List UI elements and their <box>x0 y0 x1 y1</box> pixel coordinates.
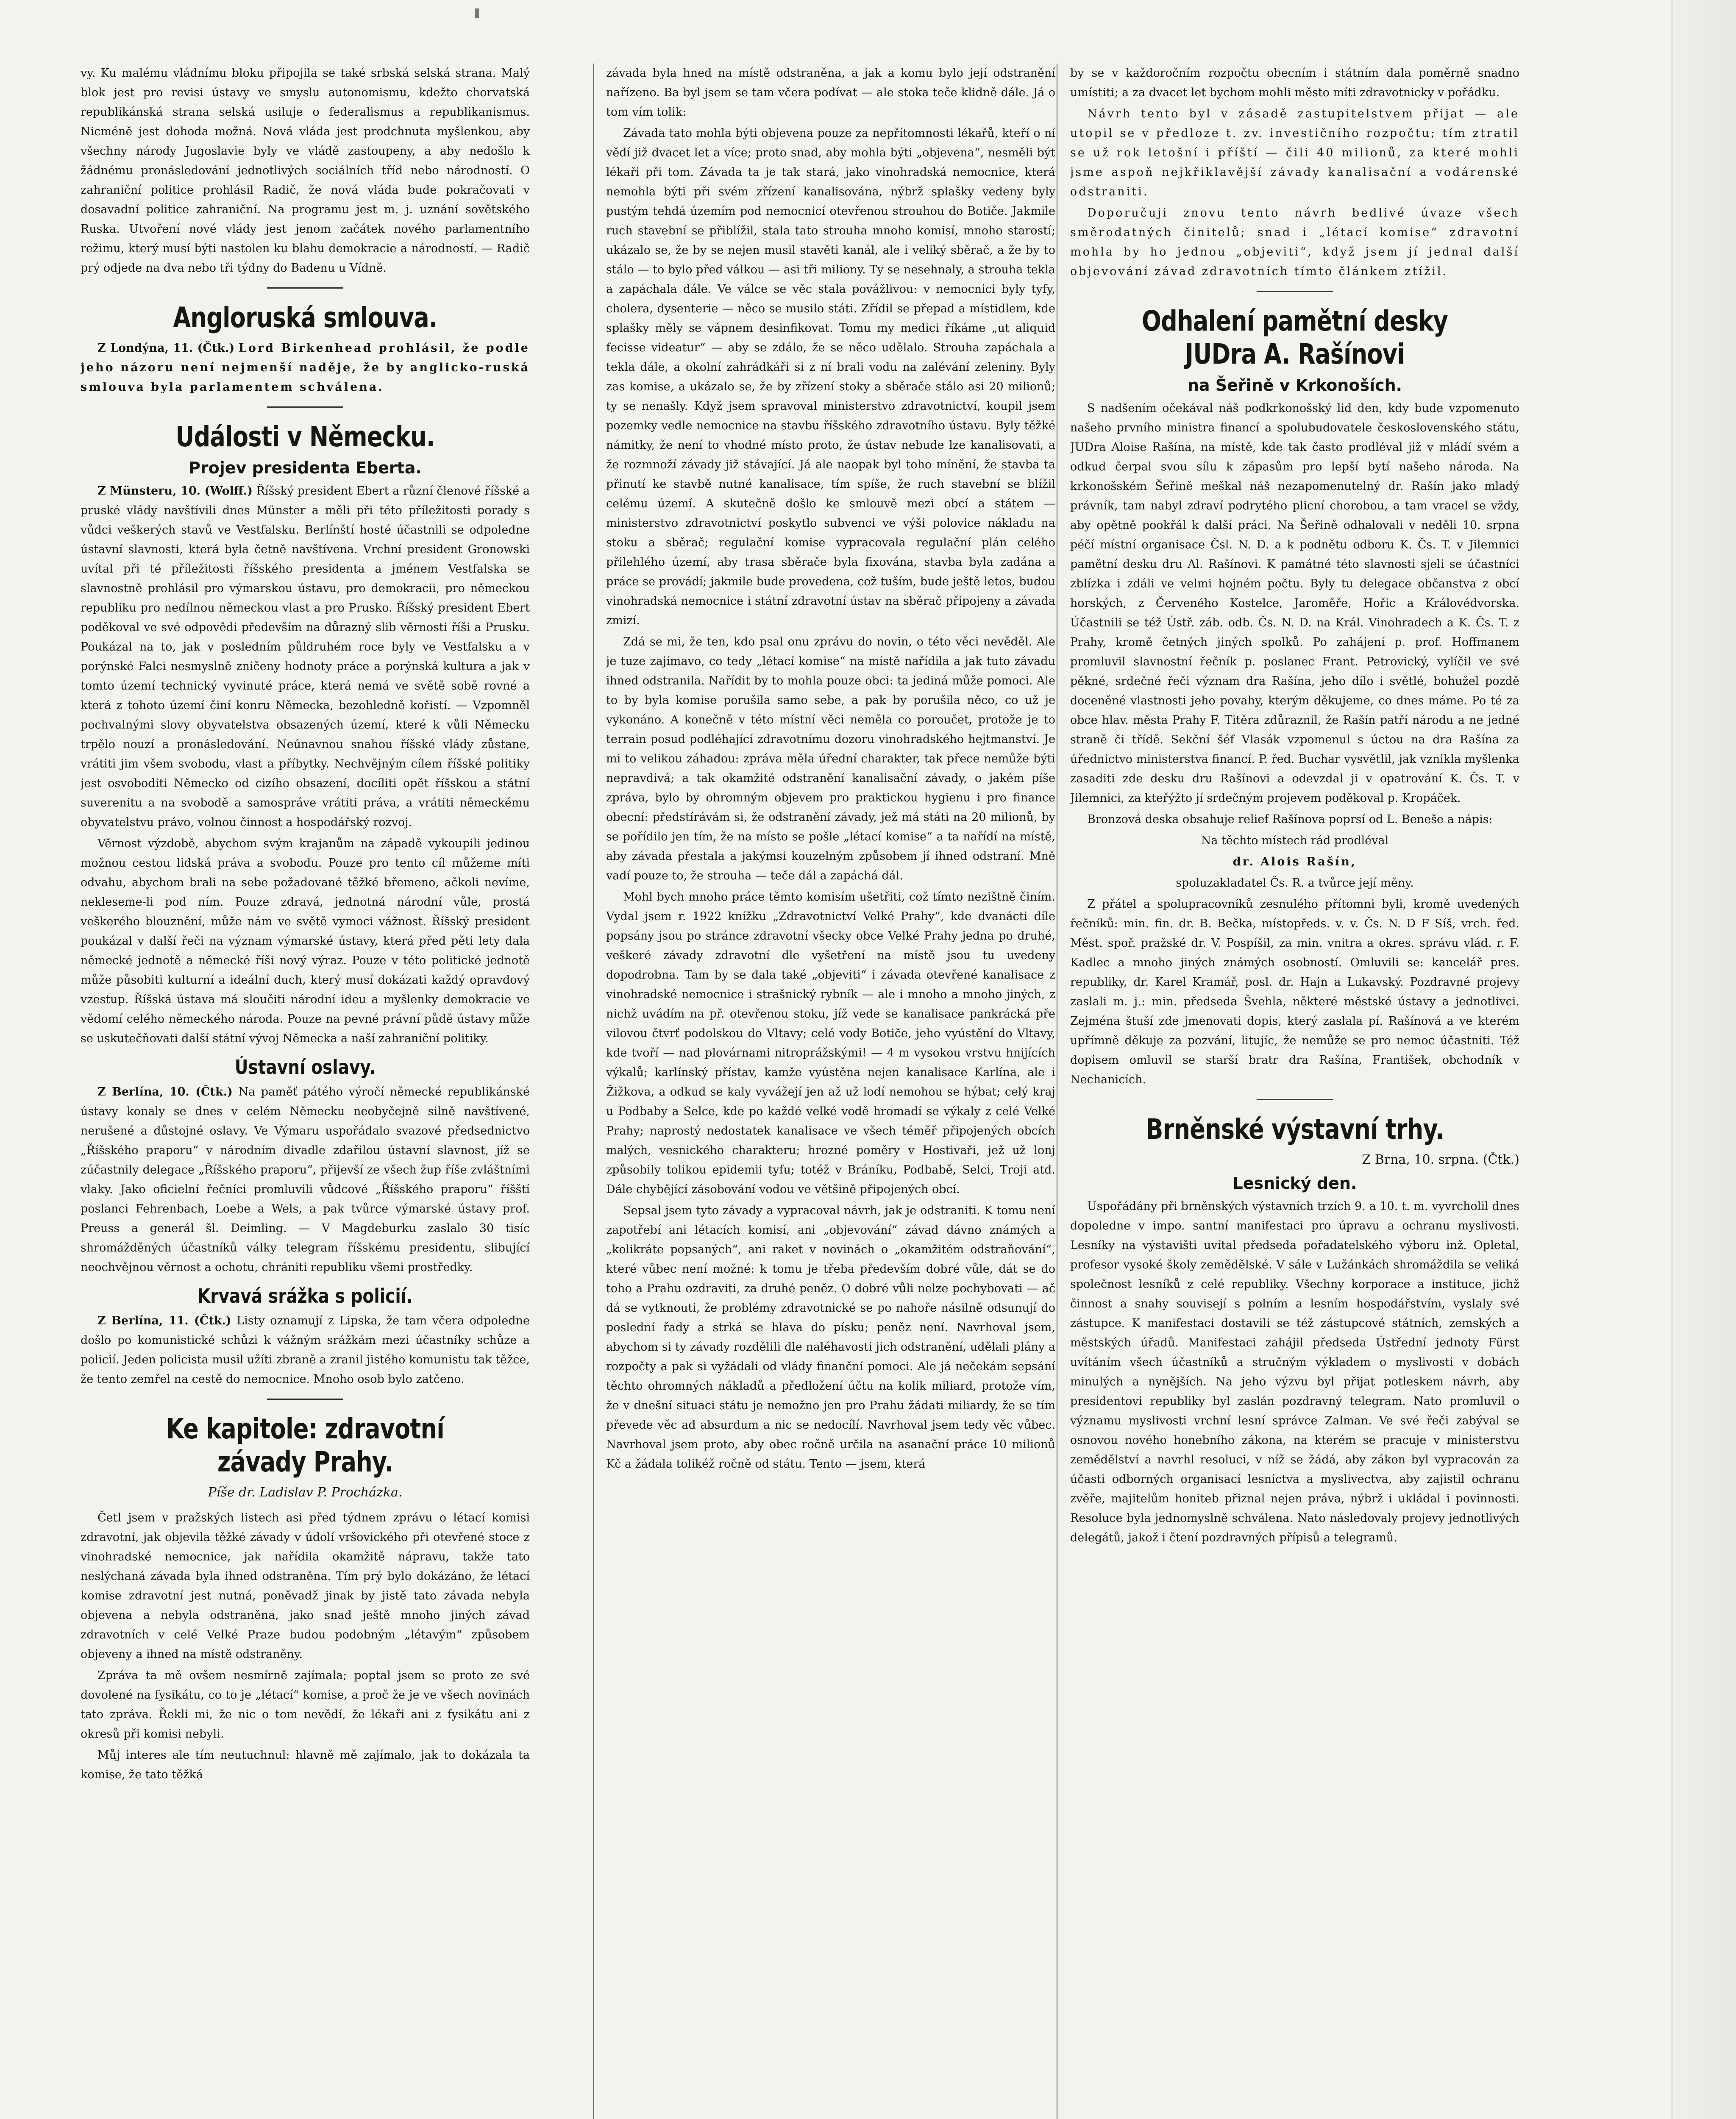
page-edge <box>1672 0 1736 2119</box>
headline-zdravotni-zavady: Ke kapitole: zdravotní závady Prahy. <box>166 1413 444 1478</box>
headline-brnenske-trhy: Brněnské výstavní trhy. <box>1146 1113 1444 1146</box>
separator <box>267 1399 343 1400</box>
article-paragraph: by se v každoročním rozpočtu obecním i státním dala poměrně snadno umístiti; a za dvacet let bychom mohli město míti zdravotnicky v pořádku. <box>1070 67 1519 99</box>
article-paragraph: Zpráva ta mě ovšem nesmírně zajímala; poptal jsem se proto ze své dovolené na fysikátu, co to je „létací“ komise, a proč že je ve všech novinách tato zpráva. Řekli mi, že nic o tom nevědí, že lékaři ani z fysikátu ani z okresů při komisi nebyli. <box>81 1669 530 1741</box>
byline: Píše dr. Ladislav P. Procházka. <box>208 1485 403 1500</box>
inscription-line: Na těchto místech rád prodléval <box>1201 834 1389 847</box>
dateline: Z Berlína, 10. (Čtk.) <box>97 1085 233 1098</box>
article-paragraph: Bronzová deska obsahuje relief Rašínova poprsí od L. Beneše a nápis: <box>1087 813 1493 826</box>
column-rule-1 <box>593 64 594 2119</box>
headline-udalosti-v-nemecku: Události v Německu. <box>175 420 435 453</box>
article-paragraph: Můj interes ale tím neutuchnul: hlavně mě zajímalo, jak to dokázala ta komise, že tato těžká <box>81 1749 530 1781</box>
column-2 <box>606 64 1055 2119</box>
headline-angloruska-smlouva: Angloruská smlouva. <box>173 301 437 334</box>
dateline: Z Brna, 10. srpna. (Čtk.) <box>1362 1152 1519 1167</box>
intro-paragraph: vy. Ku malému vládnímu bloku připojila se také srbská selská strana. Malý blok jest pro revisi ústavy ve smyslu autonomismu, kdežto chorvatská republikánská strana selská usiluje o federalismus a republikanismus. Nicméně jest dohoda možná. Nová vláda jest prodchnuta myšlenkou, aby všechny národy Jugoslavie byly ve vládě zastoupeny, a aby nedošlo k žádnému pronásledování jednotlivých sociálních tříd nebo národností. O zahraniční politice prohlásil Radič, že nová vláda bude pokračovati v dosavadní politice zahraniční. Na programu jest m. j. uznání sovětského Ruska. Utvoření nové vlády jest jenom začátek nového parlamentního režimu, který musí býti nastolen ku blahu demokracie a národností. — Radič prý odjede na dva nebo tři týdny do Badenu u Vídně. <box>81 67 530 275</box>
inscription-line: dr. Alois Rašín, <box>1232 855 1357 868</box>
column-1 <box>81 64 530 2119</box>
inscription-line: spoluzakladatel Čs. R. a tvůrce její měny. <box>1176 876 1414 890</box>
headline-odhaleni-pametni-desky: Odhalení pamětní desky JUDra A. Rašínovi <box>1141 305 1448 370</box>
headline-ustavni-oslavy: Ústavní oslavy. <box>234 1056 376 1079</box>
separator <box>1257 291 1333 292</box>
dateline: Z Münsteru, 10. (Wolff.) <box>97 484 253 498</box>
column-3 <box>1070 64 1519 2119</box>
article-paragraph: Četl jsem v pražských listech asi před týdnem zprávu o létací komisi zdravotní, jak objevila těžké závady v údolí vršovického při otevřené stoce z vinohradské nemocnice, jak nařídila okamžitě nápravu, takže tato neslýchaná závada byla ihned odstraněna. Tím prý bylo dokázáno, že létací komise zdravotní jest nutná, poněvadž jinak by jistě tato závada nebyla objevena a nebyla odstraněna, jako snad ještě mnoho jiných závad zdravotních v celé Velké Praze budou podobným „létavým“ způsobem objeveny a ihned na místě odstraněny. <box>81 1511 530 1661</box>
article-paragraph: Doporučuji znovu tento návrh bedlivé úvaze všech směrodatných činitelů; snad i „létací komise“ zdravotní mohla by ho jednou „objeviti“, když jsem jí jednal další objevování závad zdravotních tímto článkem ztížil. <box>1070 206 1519 278</box>
dateline: Z Londýna, 11. (Čtk.) <box>97 342 235 355</box>
article-body: Lord Birkenhead prohlásil, že podle jeho názoru není nejmenší naděje, že by anglicko-ruská smlouva byla parlamentem schválena. <box>81 342 530 394</box>
article-paragraph: Návrh tento byl v zásadě zastupitelstvem přijat — ale utopil se v předloze t. zv. investičního rozpočtu; tím ztratil se už rok letošní i příští — čili 40 milionů, za které mohli jsme aspoň nejkřiklavější závady kanalisační a vodárenské odstraniti. <box>1070 107 1519 198</box>
article-paragraph: Mohl bych mnoho práce těmto komisím ušetřiti, což tímto nezištně činím. Vydal jsem r. 1922 knížku „Zdravotnictví Velké Prahy“, kde dvanácti díle popsány jsou po stránce zdravotní všecky obce Velké Prahy jedna po druhé, veškeré závady zdravotní dle vyšetření na místě jsou tu uvedeny dopodrobna. Tam by se dala také „objeviti“ i závada otevřené kanalisace z vinohradské nemocnice i strašnický rybník — ale i mnoho a mnoho jiných, z nichž uvádím na př. otevřenou stoku, jíž vede se kanalisace pankrácká pře vilovou čtvrť podolskou do Vltavy; celé vody Botiče, jeho vyústění do Vltavy, kde tvoří — nad plovárnami nitroprážskými! — 4 m vysokou vrstvu hnijících výkalů; karlínský přístav, kamže vyústěna nejen kanalisace Karlína, ale i Žižkova, a odkud se kaly vyvážejí jen až už lodí nemohou se hýbat; celý kraj u Podbaby a Selce, kde po každé velké vodě hromadí se výkaly z celé Velké Prahy; naprostý nedostatek kanalisace ve všech téměř připojených obcích malých, vesnického charakteru; hrozné poměry v Hostivaři, jež už lonj způsobily tolikou epidemii tyfu; totéž v Bráníku, Podbabě, Selci, Troji atd. Dále chybějící zásobování vodou ve většině připojených obcí. <box>606 890 1055 1196</box>
separator <box>267 406 343 408</box>
article-paragraph: Uspořádány při brněnských výstavních trzích 9. a 10. t. m. vyvrcholil dnes dopoledne v impo. santní manifestaci pro úpravu a ochranu myslivosti. Lesníky na výstavišti uvítal předseda pořadatelského výboru inž. Opletal, profesor vysoké školy zemědělské. V sále v Lužánkách shromáždila se veliká společnost lesníků z celé republiky. Všechny korporace a instituce, jichž činnost a snahy souvisejí s polním a lesním hospodářstvím, vyslaly své zástupce. K manifestaci dostavili se též zástupcové státních, zemských a městských úřadů. Manifestaci zahájil předseda Ústřední jednoty Fürst uvítáním všech účastníků a stručným výkladem o myslivosti v dobách minulých a nynějších. Na jeho výzvu byl přijat potleskem návrh, aby presidentovi republiky byl zaslán pozdravný telegram. Nato promluvil o významu myslivosti vrchní lesní správce Zalman. Ve své řeči zabýval se osnovou nového honebního zákona, na kterém se pracuje v ministerstvu zemědělství a navrhl resoluci, v níž se žádá, aby zákon byl vypracován za účasti odborných organisací lesnictva a myslivectva, aby zajistil ochranu zvěře, majitelům honiteb přiznal nejen práva, nýbrž i ukládal i povinnosti. Resoluce byla jednomyslně schválena. Nato následovaly projevy jednotlivých delegátů, jakož i čtení pozdravných přípisů a telegramů. <box>1070 1200 1519 1544</box>
headline-krvava-srazka: Krvavá srážka s policií. <box>197 1285 413 1307</box>
article-paragraph: Z přátel a spolupracovníků zesnulého přítomni byli, kromě uvedených řečníků: min. fin. dr. B. Bečka, místopředs. v. v. Čs. N. D F Síš, vrch. řed. Měst. spoř. pražské dr. V. Pospíšil, za min. vnitra a okres. správu vlád. r. F. Kadlec a mnoho jiných známých osobností. Omluvili se: kancelář pres. republiky, dr. Karel Kramář, posl. dr. Hajn a Lukavský. Pozdravné projevy zaslali m. j.: min. předseda Švehla, některé městské ústavy a jednotlivci. Zejména štuší zde jmenovati dopis, který zaslala pí. Rašínová a ve kterém upřímně děkuje za pozvání, litujíc, že nemůže se pro nemoc účastniti. Též dopisem omluvil se starší bratr dra Rašína, František, obchodník v Nechanicích. <box>1070 898 1519 1086</box>
subheadline: na Šeřině v Krkonoších. <box>1187 376 1402 395</box>
article-body: Věrnost výzdobě, abychom svým krajanům na západě vykoupili jedinou možnou cestou lidská práva a svobodu. Pouze pro tento cíl můžeme míti odvahu, abychom brali na sebe požadované těžké břemeno, ačkoli nevíme, nekleseme-li pod ním. Pouze zdravá, jednotná národní vůle, prostá veškerého blouznění, může nám ve světě vymoci vážnost. Říšský president poukázal v další řeči na význam výmarské ústavy, která před pěti lety dala německé jednotě a německé říši nový výraz. Pouze v této politické jednotě může působiti kulturní a ideální duch, který musí dokázati každý opravdový vzestup. Říšská ústava má sloučiti národní ideu a myšlenky demokracie ve vědomí celého německého národa. Pouze na pevné právní půdě ústavy může se uskutečňovati další státní vývoj Německa a naší zahraniční politiky. <box>81 837 530 1045</box>
separator <box>1257 1099 1333 1100</box>
article-body: Listy oznamují z Lipska, že tam včera odpoledne došlo po komunistické schůzi k vážným srážkám mezi účastníky schůze a policií. Jeden policista musil užíti zbraně a zranil jistého komunistu tak těžce, že tento zemřel na cestě do nemocnice. Mnoho osob bylo zatčeno. <box>81 1314 530 1386</box>
article-paragraph: Sepsal jsem tyto závady a vypracoval návrh, jak je odstraniti. K tomu není zapotřebí ani létacích komisí, ani „objevování“ závad dávno známých a „kolikráte popsaných“, ani raket v novinách o „okamžitém odstraňování“, které vůbec není možné: k tomu je třeba především dobré vůle, dát se do toho a Prahu ozdraviti, za druhé peněz. O dobré vůli nelze pochybovati — ač dá se vytknouti, že problémy zdravotnické se po nahoře násilně odsunují do poslední řady a strká se hlava do písku; peněz není. Navrhoval jsem, abychom si ty závady rozdělili dle naléhavosti jich odstranění, udělali plány a rozpočty a pak si vyžádali od vlády finanční pomoci. Ale já nečekám sepsání těchto ohromných nákladů a předložení účtu na kolik miliard, protože vím, že v dnešní situaci státu je nemožno jen pro Prahu žádati miliardy, že se tím převede věc ad absurdum a nic se nedocílí. Navrhoval jsem tedy věc vůbec. Navrhoval jsem proto, aby obec ročně určila na asanační práce 10 milionů Kč a žádala tolikéž ročně od státu. Tento — jsem, která <box>606 1204 1055 1471</box>
scan-mark <box>475 8 479 18</box>
dateline: Z Berlína, 11. (Čtk.) <box>97 1314 231 1327</box>
subheadline: Lesnický den. <box>1232 1174 1357 1193</box>
article-body: Říšský president Ebert a různí členové říšské a pruské vlády navštívili dnes Münster a měli při této příležitosti porady s vůdci veškerých stavů ve Vestfalsku. Berlínští hosté účastnili se odpoledne ústavní slavnosti, která byla četně navštívena. Vrchní president Gronowski uvítal při té příležitosti říšského presidenta a jménem Vestfalska se slavnostně prohlásil pro výmarskou ústavu, pro demokracii, pro německou republiku pro nedílnou německou vlast a pro Prusko. Říšský president Ebert poděkoval ve své odpovědi především na důrazný slib věrnosti říši a Prusku. Poukázal na to, jak v posledním půldruhém roce byly ve Vestfalsku a v porýnské Falci nesmyslně zničeny hodnoty práce a porýnská kultura a jak v tomto území technický vyvinuté práce, která nemá ve světě sobě rovné a která z tohoto území činí konru Německa, bezohledně kořistí. — Vzpomněl pochvalnými slovy obyvatelstva obsazených území, které k vůli Německu trpělo nouzí a pronásledování. Neúnavnou snahou říšské vlády zůstane, vrátiti jim všem svobodu, vlast a příbytky. Nechvějným cílem říšské politiky jest osvoboditi Německo od cizího obsazení, docíliti opět říšskou a státní suverenitu a na svobodě a samospráve vrátiti práva, a vrátiti německému obyvatelstvu právo, volnou činnost a hospodářský rozvoj. <box>81 484 530 829</box>
subheadline: Projev presidenta Eberta. <box>189 459 422 477</box>
article-body: Na paměť pátého výročí německé republikánské ústavy konaly se dnes v celém Německu neobyčejně silně navštívené, nerušené a důstojné oslavy. Ve Výmaru uspořádalo svazové předsednictvo „Říšského praporu“ v národním divadle zdařilou ústavní slavnost, jíž se zúčastnily delegace „Říšského praporu“, přijevší ze všech žup říše zvláštními vlaky. Jako oficielní řečníci promluvili vůdcové „Říšského praporu“ říšští poslanci Fehrenbach, Loebe a Wels, a pak tvůrce výmarské ústavy prof. Preuss a generál šl. Deimling. — V Magdeburku zaslalo 30 tisíc shromážděných účastníků války telegram říšskému presidentu, slibující neochvějnou věrnost a ochotu, chrániti republiku všemi prostředky. <box>81 1085 530 1274</box>
article-paragraph: Závada tato mohla býti objevena pouze za nepřítomnosti lékařů, kteří o ní vědí již dvacet let a více; proto snad, aby mohla býti „objevena“, nesměli být lékaři při tom. Závada ta je tak stará, jako vinohradská nemocnice, která nemohla býti při svém zřízení kanalisována, nýbrž splašky vedeny byly pustým tehdá územím pod nemocnicí otevřenou strouhou do Botiče. Jakmile ruch stavební se přiblížil, stala tato strouha mnoho komisí, mnoho starostí; ukázalo se, že by se nejen musil stavěti kanál, ale i veliký sběrač, a že by to stálo — to bylo před válkou — asi tři miliony. Ty se nesehnaly, a strouha tekla a zapáchala dále. Ve válce se věc stala povážlivou: v nemocnici byly tyfy, cholera, dysenterie — něco se musilo státi. Zřídil se přepad a místidlem, kde splašky měly se vápnem desinfikovat. Tomu my medici říkáme „ut aliquid fecisse videatur“ — aby se zdálo, že se něco udělalo. Strouha zapáchala a tekla dále, a okolní zahrádkáři si z ní brali vodu na zalévání zeleniny. Byly zas komise, a ukázalo se, že by zřízení stoky a sběrače stálo asi 20 milionů; ty se nenašly. Když jsem spravoval ministerstvo zdravotnictví, koupil jsem pozemky vedle nemocnice na stavbu říšského zdravotního ústavu. Byly těžké námitky, že není to vhodné místo proto, že ústav nebude lze kanalisovati, a že rozmnoží závady již stávající. Já ale naopak byl toho mínění, že stavba ta přinutí ke stavbě nutné kanalisace, tím spíše, že ruch stavební se blížil celému území. A skutečně došlo ke smlouvě mezi obcí a státem — ministerstvo zdravotnictví poskytlo subvenci ve výši polovice nákladu na stoku a sběrač; regulační komise vypracovala regulační plán celého přilehlého území, aby trasa sběrače byla fixována, stavba byla zadána a práce se provádí; jakmile bude provedena, což tuším, bude ještě letos, budou vinohradská nemocnice i státní zdravotní ústav na sběrač připojeny a závada zmizí. <box>606 127 1055 627</box>
article-paragraph: závada byla hned na místě odstraněna, a jak a komu bylo její odstranění nařízeno. Ba byl jsem se tam včera podívat — ale stoka teče klidně dále. Já o tom vím tolik: <box>606 67 1055 119</box>
separator <box>267 287 343 289</box>
article-paragraph: Zdá se mi, že ten, kdo psal onu zprávu do novin, o této věci nevěděl. Ale je tuze zajímavo, co tedy „létací komise“ na místě nařídila a jak tuto závadu ihned odstranila. Nařídit by to mohla pouze obci: ta jediná může pomoci. Ale to by byla komise porušila samo sebe, a pak by porušila něco, co už je vykonáno. A konečně v této místní věci neměla co poroučet, protože je to terrain posud podléhající zdravotnímu dozoru vinohradského hejtmanství. Je mi to velikou záhadou: zpráva měla úřední charakter, tak přece nemůže býti nepravdivá; a tak okamžité odstranění kanalisační závady, o jakém píše zpráva, bylo by ohromným objevem pro praktickou hygienu i pro finance obecní: předstírávám si, že odstranění závady, jež má státi na 20 milionů, by se pořídilo jen tím, že na místo se pošle „létací komise“ a ta nařídí na místě, aby závada přestala a jakýmsi kouzelným způsobem jí ihned odstraní. Mně vadí pouze to, že strouha — teče dál a zapáchá dál. <box>606 635 1055 882</box>
article-paragraph: S nadšením očekával náš podkrkonošský lid den, kdy bude vzpomenuto našeho prvního ministra financí a spolubudovatele československého státu, JUDra Aloise Rašína, na místě, kde tak často prodléval již v mládí svém a odkud čerpal svou sílu k zápasům pro lepší bytí našeho národa. Na krkonošském Šeřině meškal náš nezapomenutelný dr. Rašín jako mladý právník, tam nabyl zdraví podrytého plicní chorobou, a tam vracel se vždy, aby opětně pookřál k další práci. Na Šeřině odhalovali v neděli 10. srpna péčí místní organisace Čsl. N. D. a k podnětu odboru K. Čs. T. v Jilemnici pamětní desku dru Al. Rašínovi. K památné této slavnosti sjeli se účastníci zblízka i zdáli ve velmi hojném počtu. Byly tu delegace občanstva z obcí horských, z Červeného Kostelce, Jaroměře, Hořic a Královédvorska. Účastnili se též Ústř. záb. odb. Čs. N. D. na Král. Vinohradech a K. Čs. T. z Prahy, kromě četných jiných spolků. Po zahájení p. prof. Hoffmanem promluvil slavnostní řečník p. poslanec Frant. Petrovický, vylíčil ve své pěkné, srdečné řeči význam dra Rašína, jeho dílo i světlé, bohužel pozdě doceněné vlastnosti jeho povahy, kterým děkujeme, co dnes máme. Po té za obce hlav. města Prahy F. Titěra zdůraznil, že Rašín patří národu a ne jedné straně či třídě. Sekční šéf Vlasák vzpomenul s úctou na dra Rašína za úřednictvo ministerstva financí. P. řed. Buchar vysvětlil, jak vznikla myšlenka zasaditi zde desku dru Rašínovi a odevzdal ji v opatrování K. Čs. T. v Jilemnici, za kteřýžto jí srdečným projevem poděkoval p. Kropáček. <box>1070 402 1519 805</box>
